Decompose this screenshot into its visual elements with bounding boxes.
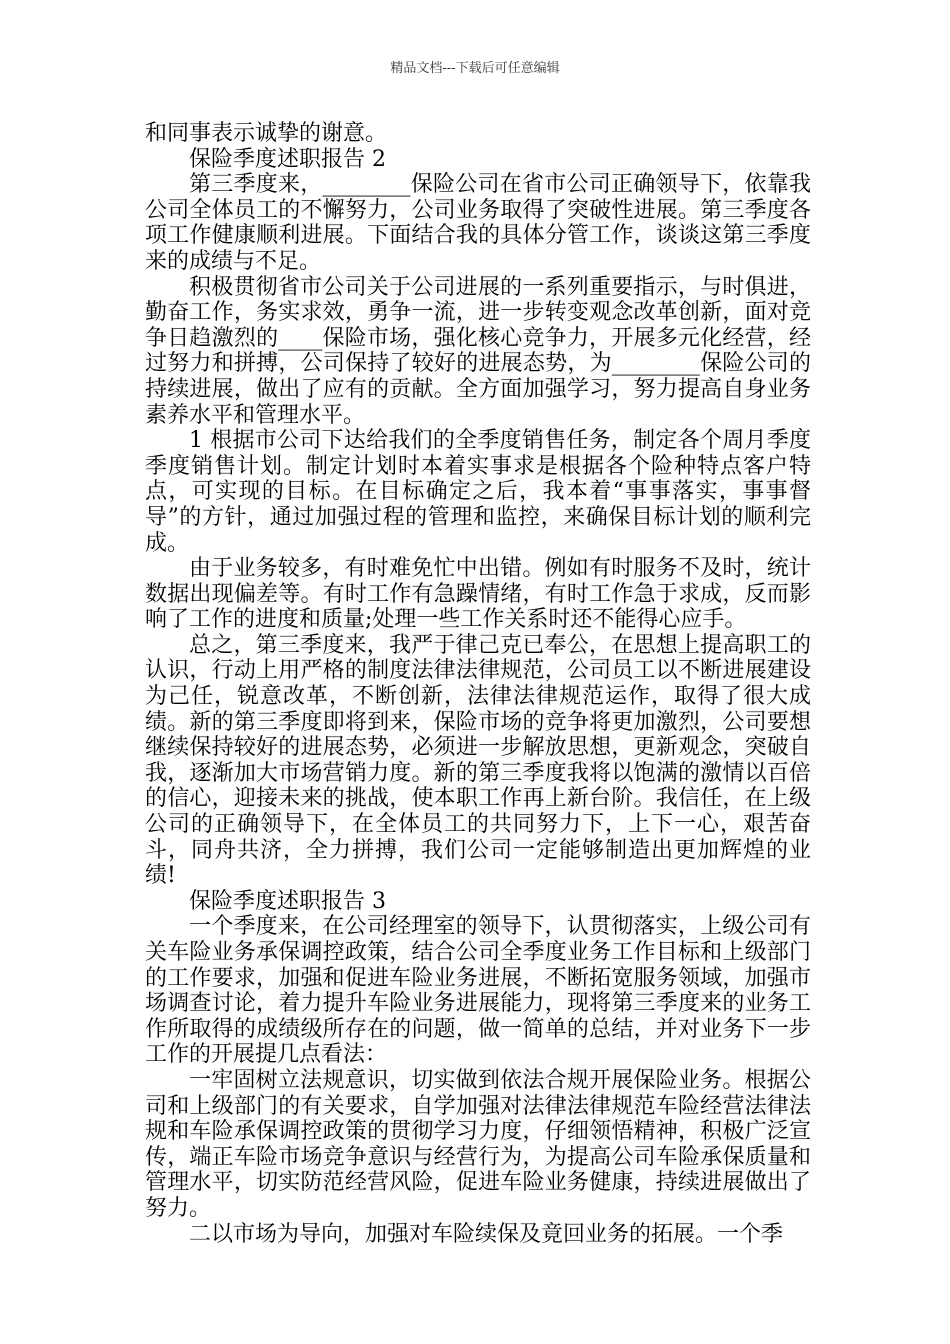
paragraph: 由于业务较多，有时难免忙中出错。例如有时服务不及时，统计数据出现偏差等。有时工作有急躁情绪，有时工作急于求成，反而影响了工作的进度和质量;处理一些工作关系时还不能得心应手。 <box>145 556 811 633</box>
paragraph: 二以市场为导向，加强对车险续保及竟回业务的拓展。一个季 <box>189 1221 784 1247</box>
section-title: 保险季度述职报告 3 <box>189 888 386 914</box>
paragraph: 和同事表示诚挚的谢意。 <box>145 121 388 146</box>
paragraph: 总之，第三季度来，我严于律己克已奉公，在思想上提高职工的认识，行动上用严格的制度法律法律规范，公司员工以不断进展建设为己任，锐意改革，不断创新，法律法律规范运作，取得了很大成绩。新的第三季度即将到来，保险市场的竞争将更加激烈，公司要想继续保持较好的进展态势，必须进一步解放思想，更新观念，突破自我，逐渐加大市场营销力度。新的第三季度我将以饱满的激情以百倍的信心，迎接未来的挑战，使本职工作再上新台阶。我信任，在上级公司的正确领导下，在全体员工的共同努力下，上下一心，艰苦奋斗，同舟共济，全力拼搏，我们公司一定能够制造出更加辉煌的业绩! <box>145 632 811 889</box>
paragraph: 第三季度来，________保险公司在省市公司正确领导下，依靠我公司全体员工的不懈努力，公司业务取得了突破性进展。第三季度各项工作健康顺利进展。下面结合我的具体分管工作，谈谈这第三季度来的成绩与不足。 <box>145 172 811 274</box>
paragraph: 一个季度来，在公司经理室的领导下，认贯彻落实，上级公司有关车险业务承保调控政策，结合公司全季度业务工作目标和上级部门的工作要求，加强和促进车险业务进展，不断拓宽服务领域，加强市场调查讨论，着力提升车险业务进展能力，现将第三季度来的业务工作所取得的成绩级所存在的问题，做一简单的总结，并对业务下一步工作的开展提几点看法： <box>145 914 811 1068</box>
paragraph: 积极贯彻省市公司关于公司进展的一系列重要指示，与时俱进，勤奋工作，务实求效，勇争一流，进一步转变观念改革创新，面对竞争日趋激烈的____保险市场，强化核心竞争力，开展多元化经营，经过努力和拼搏，公司保持了较好的进展态势，为________保险公司的持续进展，做出了应有的贡献。全方面加强学习，努力提高自身业务素养水平和管理水平。 <box>145 274 811 428</box>
section-title: 保险季度述职报告 2 <box>189 146 386 172</box>
page-header: 精品文档---下载后可任意编辑 <box>390 61 560 76</box>
document-body <box>145 121 811 1247</box>
paragraph: 1 根据市公司下达给我们的全季度销售任务，制定各个周月季度季度销售计划。制定计划时本着实事求是根据各个险种特点客户特点，可实现的目标。在目标确定之后，我本着“事事落实，事事督导”的方针，通过加强过程的管理和监控，来确保目标计划的顺利完成。 <box>145 428 811 556</box>
paragraph: 一牢固树立法规意识，切实做到依法合规开展保险业务。根据公司和上级部门的有关要求，自学加强对法律法律规范车险经营法律法规和车险承保调控政策的贯彻学习力度，仔细领悟精神，积极广泛宣传，端正车险市场竞争意识与经营行为，为提高公司车险承保质量和管理水平，切实防范经营风险，促进车险业务健康，持续进展做出了努力。 <box>145 1067 811 1221</box>
